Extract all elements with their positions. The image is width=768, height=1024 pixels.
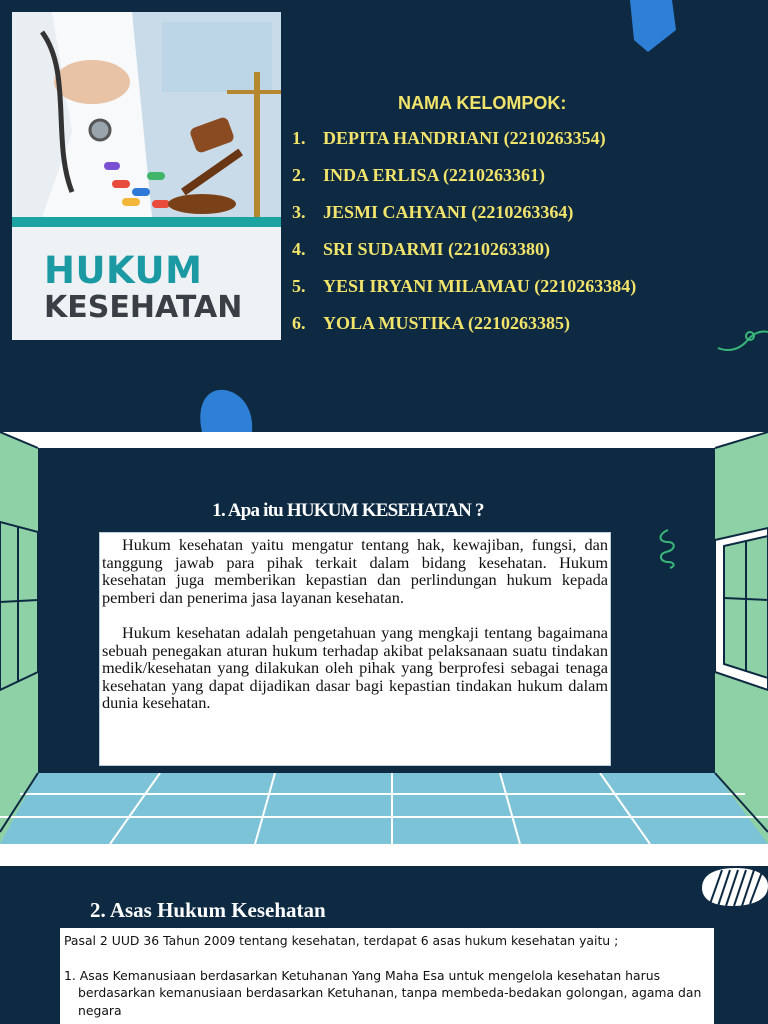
cover-teal-band [12, 217, 281, 227]
member-item: 4. SRI SUDARMI (2210263380) [292, 239, 551, 259]
member-item: 5. YESI IRYANI MILAMAU (2210263384) [292, 276, 637, 296]
blackboard-panel [38, 448, 715, 773]
blue-paint-stroke-decoration [626, 0, 682, 56]
principles-list [64, 967, 710, 1020]
principle-item: 1. Asas Kemanusiaan berdasarkan Ketuhanan Yang Maha Esa untuk mengelola kesehatan harus berdasarkan kemanusiaan berdasarkan Ketuhanan, tanpa membeda-bedakan golongan, agama dan negara [64, 967, 702, 1018]
cover-title: HUKUM [44, 249, 203, 292]
cover-photo-illustration [12, 12, 281, 217]
slide-what-is-health-law [0, 432, 768, 866]
principles-intro: Pasal 2 UUD 36 Tahun 2009 tentang kesehatan, terdapat 6 asas hukum kesehatan yaitu ; [64, 933, 619, 948]
section-title: 1. Apa itu HUKUM KESEHATAN ? [212, 500, 484, 521]
cover-image-hukum-kesehatan [12, 12, 281, 340]
member-item: 6. YOLA MUSTIKA (2210263385) [292, 313, 571, 333]
white-scribble-decoration [696, 866, 768, 910]
green-spiral-decoration [654, 528, 682, 570]
member-item: 1. DEPITA HANDRIANI (2210263354) [292, 128, 606, 148]
green-squiggle-decoration [716, 322, 768, 354]
member-item: 2. INDA ERLISA (2210263361) [292, 165, 546, 185]
definition-paragraph: Hukum kesehatan adalah pengetahuan yang mengkaji tentang bagaimana sebuah penegakan aturan hukum terhadap akibat pelaksanaan suatu tindakan medik/kesehatan yang dilakukan oleh pihak yang berprofesi sebagai tenaga kesehatan yang dapat dijadikan dasar bagi kepastian tindakan hukum dalam dunia kesehatan. [102, 623, 608, 712]
slide-group-members [0, 0, 768, 432]
principles-textbox [60, 928, 714, 1024]
section-title: 2. Asas Hukum Kesehatan [90, 898, 326, 922]
slide-health-law-principles [0, 866, 768, 1024]
member-item: 3. JESMI CAHYANI (2210263364) [292, 202, 574, 222]
member-list [292, 128, 636, 350]
group-heading: NAMA KELOMPOK: [398, 93, 567, 113]
cover-subtitle: KESEHATAN [44, 290, 243, 325]
definition-textbox [99, 532, 611, 766]
blue-blob-decoration [196, 386, 256, 432]
definition-paragraph: Hukum kesehatan yaitu mengatur tentang hak, kewajiban, fungsi, dan tanggung jawab para pihak terkait dalam bidang kesehatan. Hukum kesehatan juga memberikan kepastian dan perlindungan hukum kepada pemberi dan penerima jasa layanan kesehatan. [102, 535, 608, 607]
